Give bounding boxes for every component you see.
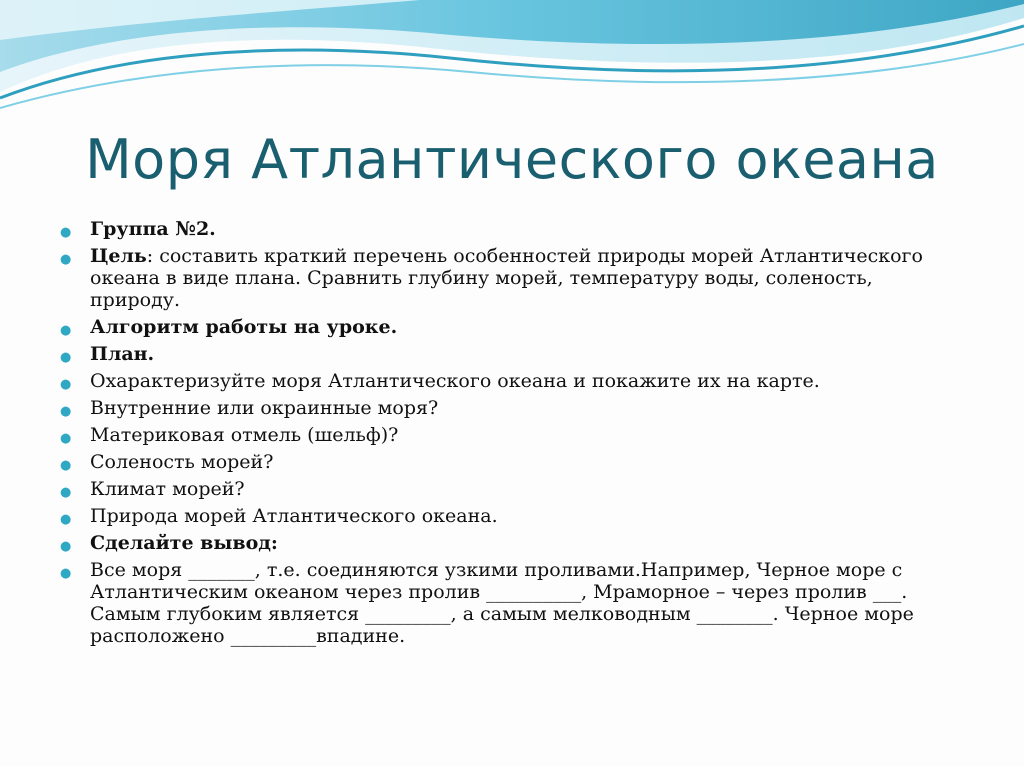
item-text: Природа морей Атлантического океана. [90, 505, 498, 527]
list-item [60, 424, 960, 446]
bullet-icon: ● [60, 225, 72, 240]
item-text: Сделайте вывод: [90, 532, 278, 554]
bullet-icon: ● [60, 404, 72, 419]
list-item [60, 397, 960, 419]
item-text: Все моря _______, т.е. соединяются узкими проливами.Например, Черное море с Атлантическим океаном через пролив __________, Мраморное – через пролив ___. Самым глубоким является _________, а самым мелководным ________. Черное море расположено _________впадине. [90, 559, 914, 647]
bullet-icon: ● [60, 431, 72, 446]
bullet-icon: ● [60, 458, 72, 473]
list-item [60, 245, 960, 311]
bullet-list [60, 218, 960, 652]
list-item [60, 316, 960, 338]
bullet-icon: ● [60, 377, 72, 392]
list-item [60, 478, 960, 500]
list-item [60, 218, 960, 240]
list-item [60, 370, 960, 392]
page-title: Моря Атлантического океана [85, 128, 939, 191]
bullet-icon: ● [60, 350, 72, 365]
bullet-icon: ● [60, 485, 72, 500]
bullet-icon: ● [60, 252, 72, 267]
item-text: Охарактеризуйте моря Атлантического океана и покажите их на карте. [90, 370, 820, 392]
item-text: Климат морей? [90, 478, 245, 500]
bullet-icon: ● [60, 539, 72, 554]
item-text: Алгоритм работы на уроке. [90, 316, 398, 338]
item-text: План. [90, 343, 155, 365]
list-item [60, 532, 960, 554]
bullet-icon: ● [60, 323, 72, 338]
list-item [60, 505, 960, 527]
item-text: : составить краткий перечень особенностей природы морей Атлантического океана в виде плана. Сравнить глубину морей, температуру воды, соленость, природу. [90, 245, 923, 311]
item-text: Группа №2. [90, 218, 216, 240]
item-text: Внутренние или окраинные моря? [90, 397, 439, 419]
item-text: Соленость морей? [90, 451, 274, 473]
bullet-icon: ● [60, 566, 72, 581]
list-item [60, 343, 960, 365]
list-item [60, 451, 960, 473]
list-item [60, 559, 960, 647]
bullet-icon: ● [60, 512, 72, 527]
item-label: Цель [90, 245, 147, 267]
wave-decoration [0, 0, 1024, 120]
item-text: Материковая отмель (шельф)? [90, 424, 399, 446]
